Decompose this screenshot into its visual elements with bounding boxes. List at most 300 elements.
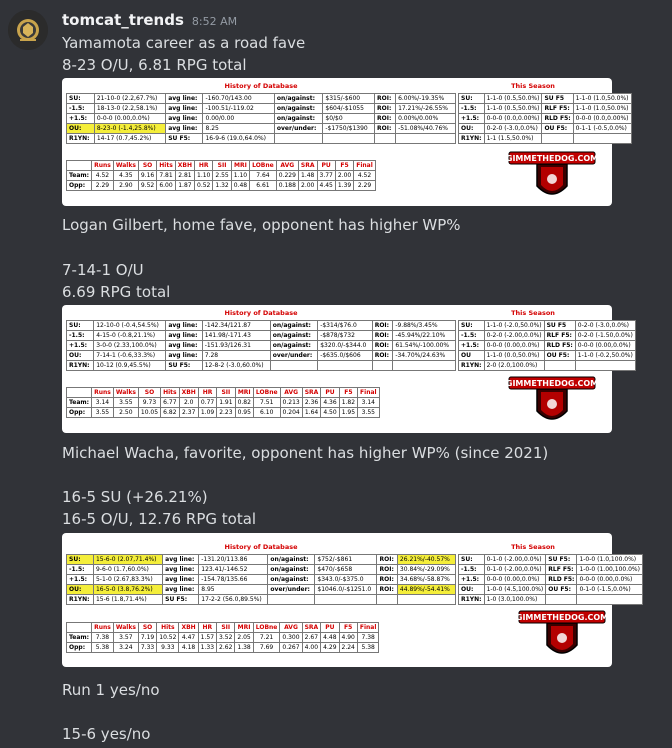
table-cell: 0-0-0 (0.00,0.0%) bbox=[94, 114, 165, 124]
table-cell: 1.38 bbox=[235, 643, 253, 653]
table-cell: 1-0 (3.0,100.0%) bbox=[484, 595, 546, 605]
table-cell: SU F5: bbox=[166, 361, 202, 371]
table-cell: on/against: bbox=[270, 341, 317, 351]
table-cell: 1.10 bbox=[195, 171, 213, 181]
message-line: Michael Wacha, favorite, opponent has higher WP% (since 2021) bbox=[62, 444, 549, 462]
table-cell: 2.00 bbox=[335, 171, 353, 181]
table-cell: F5 bbox=[339, 388, 357, 398]
table-cell: Walks bbox=[113, 161, 138, 171]
table-cell: Walks bbox=[113, 388, 138, 398]
season-row bbox=[459, 351, 636, 361]
table-cell: 4.00 bbox=[302, 643, 321, 653]
table-cell: 10-12 (0.9,45.5%) bbox=[94, 361, 166, 371]
table-cell: 6.82 bbox=[161, 408, 180, 418]
table-cell: 1-1-0 (0.0,50.0%) bbox=[484, 351, 544, 361]
table-cell: SU: bbox=[67, 94, 95, 104]
table-cell: MRI bbox=[231, 161, 249, 171]
box-row bbox=[67, 643, 379, 653]
table-cell: avg line: bbox=[163, 575, 199, 585]
table-cell: 1.09 bbox=[198, 408, 216, 418]
table-cell: 10.52 bbox=[157, 633, 179, 643]
history-row bbox=[67, 351, 456, 361]
table-cell: 1.32 bbox=[213, 181, 231, 191]
table-cell: 6.00 bbox=[157, 181, 176, 191]
table-cell bbox=[372, 361, 393, 371]
table-cell: -1.5: bbox=[67, 104, 95, 114]
table-cell: ROI: bbox=[374, 104, 395, 114]
logo-text: GIMMETHEDOG.COM bbox=[505, 154, 599, 163]
table-cell: 0-2-0 (-3.0,0.0%) bbox=[484, 124, 542, 134]
history-title: History of Database bbox=[224, 543, 298, 551]
box-row bbox=[67, 171, 376, 181]
table-cell: Team: bbox=[67, 171, 92, 181]
table-cell bbox=[544, 361, 575, 371]
season-row bbox=[459, 555, 643, 565]
table-cell: OU bbox=[459, 351, 485, 361]
table-cell: -151.93/126.31 bbox=[202, 341, 270, 351]
season-row bbox=[459, 361, 636, 371]
table-cell: ROI: bbox=[372, 331, 393, 341]
table-cell: F5 bbox=[339, 623, 357, 633]
season-row bbox=[459, 134, 632, 144]
table-cell: 7.28 bbox=[202, 351, 270, 361]
table-cell: -9.88%/3.45% bbox=[393, 321, 456, 331]
history-row bbox=[67, 585, 456, 595]
table-cell: ROI: bbox=[377, 585, 397, 595]
table-cell: 7.81 bbox=[157, 171, 176, 181]
table-cell: $0/$0 bbox=[323, 114, 375, 124]
table-cell: 0-0-0 (0.0,0.00%) bbox=[484, 114, 542, 124]
table-cell: 44.89%/-54.41% bbox=[397, 585, 455, 595]
table-cell: 0-2-0 (-3.0,0.0%) bbox=[575, 321, 635, 331]
table-cell: 1.39 bbox=[335, 181, 353, 191]
table-cell: 141.98/-171.43 bbox=[202, 331, 270, 341]
table-cell: RLD F5: bbox=[544, 341, 575, 351]
table-cell: OU F5: bbox=[542, 124, 573, 134]
table-cell: SII bbox=[217, 388, 235, 398]
table-cell: 0.52 bbox=[195, 181, 213, 191]
username[interactable]: tomcat_trends bbox=[62, 11, 184, 29]
season-title: This Season bbox=[511, 82, 555, 90]
table-cell bbox=[396, 134, 456, 144]
logo-text: GIMMETHEDOG.COM bbox=[505, 379, 599, 388]
table-cell: 15-6 (1.8,71.4%) bbox=[93, 595, 162, 605]
season-row bbox=[459, 94, 632, 104]
table-cell: 61.54%/-100.00% bbox=[393, 341, 456, 351]
table-cell: 4.29 bbox=[321, 643, 339, 653]
table-cell: 0.82 bbox=[235, 398, 253, 408]
history-row bbox=[67, 565, 456, 575]
table-cell: SO bbox=[138, 161, 156, 171]
table-cell: 4.18 bbox=[179, 643, 198, 653]
table-cell: -1.5: bbox=[67, 565, 94, 575]
history-row bbox=[67, 341, 456, 351]
table-cell: 5-1-0 (2.67,83.3%) bbox=[93, 575, 162, 585]
table-cell: 1-1-0 (0.5,50.0%) bbox=[484, 94, 542, 104]
table-cell bbox=[268, 595, 315, 605]
table-cell: 6.77 bbox=[161, 398, 180, 408]
table-cell: -$635.0/$606 bbox=[318, 351, 373, 361]
table-cell: 4.52 bbox=[354, 171, 376, 181]
table-cell: Opp: bbox=[67, 408, 92, 418]
table-cell: on/against: bbox=[268, 565, 315, 575]
table-cell: OU F5: bbox=[544, 351, 575, 361]
table-cell bbox=[573, 134, 631, 144]
season-table bbox=[458, 93, 632, 144]
message-header bbox=[62, 11, 237, 31]
table-cell: 7.51 bbox=[253, 398, 280, 408]
table-cell: 8-23-0 (-1.4,25.8%) bbox=[94, 124, 165, 134]
table-cell: Walks bbox=[113, 623, 138, 633]
table-cell: -$878/$732 bbox=[318, 331, 373, 341]
stats-card-2[interactable] bbox=[62, 305, 633, 433]
table-cell: OU: bbox=[67, 351, 94, 361]
table-cell: R1YN: bbox=[459, 595, 485, 605]
table-cell: Hits bbox=[161, 388, 180, 398]
table-cell bbox=[274, 134, 323, 144]
table-cell: avg line: bbox=[166, 321, 202, 331]
table-cell: avg line: bbox=[166, 94, 203, 104]
table-cell: 0-1-0 (-1.5,0.0%) bbox=[577, 585, 643, 595]
table-cell: $343.0/-$375.0 bbox=[315, 575, 377, 585]
table-cell: 4.48 bbox=[321, 633, 339, 643]
table-cell bbox=[315, 595, 377, 605]
table-cell: $1046.0/-$1251.0 bbox=[315, 585, 377, 595]
table-cell: OU: bbox=[67, 585, 94, 595]
table-cell bbox=[67, 161, 92, 171]
table-cell: 6.61 bbox=[250, 181, 277, 191]
table-cell: Opp: bbox=[67, 643, 92, 653]
table-cell: 0.300 bbox=[280, 633, 302, 643]
table-cell: 1.82 bbox=[339, 398, 357, 408]
table-cell: 9.52 bbox=[138, 181, 156, 191]
table-cell: XBH bbox=[179, 388, 198, 398]
history-row bbox=[67, 575, 456, 585]
box-score-table bbox=[66, 387, 380, 418]
table-cell bbox=[397, 595, 455, 605]
table-cell: 1-1 (1.5,50.0%) bbox=[484, 134, 542, 144]
table-cell: 3.14 bbox=[358, 398, 380, 408]
table-cell: ROI: bbox=[374, 114, 395, 124]
table-cell: SU F5: bbox=[163, 595, 199, 605]
table-cell: 1-1-0 (1.0,50.0%) bbox=[573, 94, 631, 104]
table-cell: 1-0-0 (1.0,100.0%) bbox=[577, 555, 643, 565]
table-cell: 30.84%/-29.09% bbox=[397, 565, 455, 575]
table-cell: RLD F5: bbox=[542, 114, 573, 124]
table-cell: SU: bbox=[459, 555, 485, 565]
table-cell: 1-0-0 (1.00,100.0%) bbox=[577, 565, 643, 575]
message-line: 16-5 O/U, 12.76 RPG total bbox=[62, 510, 257, 528]
table-cell: 2.67 bbox=[302, 633, 321, 643]
history-table bbox=[66, 93, 456, 144]
table-cell: SII bbox=[217, 623, 235, 633]
table-cell: 18-13-0 (2.2,58.1%) bbox=[94, 104, 165, 114]
table-cell: Hits bbox=[157, 161, 176, 171]
table-cell: Team: bbox=[67, 633, 92, 643]
season-title: This Season bbox=[511, 309, 555, 317]
table-cell: 9.33 bbox=[157, 643, 179, 653]
table-cell bbox=[318, 361, 373, 371]
table-cell bbox=[377, 595, 397, 605]
history-row bbox=[67, 114, 456, 124]
table-cell: 7.64 bbox=[250, 171, 277, 181]
gimmethedog-logo bbox=[507, 146, 597, 204]
box-score-table bbox=[66, 160, 376, 191]
table-cell: HR bbox=[198, 388, 216, 398]
table-cell: 1-1-0 (-2.0,50.0%) bbox=[484, 321, 544, 331]
table-cell: 7.33 bbox=[138, 643, 156, 653]
table-cell: 7.38 bbox=[92, 633, 114, 643]
table-cell: 3-0-0 (2.33,100.0%) bbox=[94, 341, 166, 351]
table-cell: 0.00%/0.00% bbox=[396, 114, 456, 124]
table-cell: XBH bbox=[175, 161, 194, 171]
table-cell: $315/-$600 bbox=[323, 94, 375, 104]
season-row bbox=[459, 575, 643, 585]
table-cell: 0.267 bbox=[280, 643, 302, 653]
table-cell bbox=[67, 388, 92, 398]
table-cell: SU: bbox=[67, 321, 94, 331]
table-cell: 7.69 bbox=[253, 643, 280, 653]
table-cell: -$1750/$1390 bbox=[323, 124, 375, 134]
table-cell: ROI: bbox=[374, 124, 395, 134]
table-cell: AVG bbox=[280, 388, 302, 398]
table-cell: Opp: bbox=[67, 181, 92, 191]
table-cell: 2.29 bbox=[354, 181, 376, 191]
season-row bbox=[459, 124, 632, 134]
table-cell: 17-2-2 (56.0,89.5%) bbox=[199, 595, 268, 605]
table-cell: SU F5: bbox=[546, 555, 577, 565]
table-cell: SU: bbox=[459, 321, 485, 331]
history-table bbox=[66, 554, 456, 605]
table-cell: +1.5: bbox=[459, 341, 485, 351]
table-cell: Hits bbox=[157, 623, 179, 633]
table-cell: 1.57 bbox=[198, 633, 216, 643]
stats-card-3[interactable] bbox=[62, 533, 640, 667]
table-cell: Team: bbox=[67, 398, 92, 408]
table-cell: 0.77 bbox=[198, 398, 216, 408]
table-cell: 6.10 bbox=[253, 408, 280, 418]
table-cell: 2.81 bbox=[175, 171, 194, 181]
table-cell: -154.78/135.66 bbox=[199, 575, 268, 585]
table-cell: SRA bbox=[302, 388, 321, 398]
table-cell: -142.34/121.87 bbox=[202, 321, 270, 331]
timestamp[interactable]: 8:52 AM bbox=[191, 15, 238, 28]
table-cell: ROI: bbox=[377, 565, 397, 575]
table-cell: 15-6-0 (2.07,71.4%) bbox=[93, 555, 162, 565]
table-cell: 2.37 bbox=[179, 408, 198, 418]
table-cell: 7.38 bbox=[357, 633, 379, 643]
table-cell: 3.24 bbox=[113, 643, 138, 653]
table-cell: 1.95 bbox=[339, 408, 357, 418]
table-cell bbox=[575, 361, 635, 371]
season-row bbox=[459, 341, 636, 351]
gimmethedog-shield-icon bbox=[507, 371, 597, 429]
message-line: 16-5 SU (+26.21%) bbox=[62, 488, 208, 506]
season-row bbox=[459, 114, 632, 124]
table-cell: 2.23 bbox=[217, 408, 235, 418]
table-cell: -51.08%/40.76% bbox=[396, 124, 456, 134]
table-cell: avg line: bbox=[166, 124, 203, 134]
table-cell: SII bbox=[213, 161, 231, 171]
table-cell: 0-0-0 (0.00,0.0%) bbox=[484, 341, 544, 351]
table-cell: 3.55 bbox=[113, 398, 138, 408]
table-cell: XBH bbox=[179, 623, 198, 633]
table-cell: 3.77 bbox=[317, 171, 335, 181]
table-cell: 4.45 bbox=[317, 181, 335, 191]
history-row bbox=[67, 134, 456, 144]
table-cell: 12-10-0 (-0.4,54.5%) bbox=[94, 321, 166, 331]
season-row bbox=[459, 565, 643, 575]
stats-card-1[interactable] bbox=[62, 78, 629, 206]
table-cell: SO bbox=[138, 388, 160, 398]
table-cell bbox=[323, 134, 375, 144]
table-cell: OU F5: bbox=[546, 585, 577, 595]
table-cell: -45.94%/22.10% bbox=[393, 331, 456, 341]
table-cell: -34.70%/24.63% bbox=[393, 351, 456, 361]
table-cell: 2.62 bbox=[217, 643, 235, 653]
table-cell: 4.52 bbox=[92, 171, 114, 181]
history-row bbox=[67, 94, 456, 104]
table-cell: avg line: bbox=[163, 555, 199, 565]
table-cell: avg line: bbox=[166, 114, 203, 124]
table-cell: on/against: bbox=[274, 114, 323, 124]
table-cell: Runs bbox=[92, 388, 114, 398]
table-cell: 0-1-1 (-0.5,0.0%) bbox=[573, 124, 631, 134]
table-cell bbox=[577, 595, 643, 605]
table-cell: RLF F5: bbox=[542, 104, 573, 114]
table-cell: 0.00/0.00 bbox=[203, 114, 274, 124]
history-title: History of Database bbox=[224, 309, 298, 317]
table-cell: -1.5: bbox=[459, 565, 485, 575]
table-cell: 0-1-0 (-2.00,0.0%) bbox=[484, 555, 546, 565]
table-cell: 2.90 bbox=[113, 181, 138, 191]
table-cell: MRI bbox=[235, 388, 253, 398]
table-cell: PU bbox=[321, 623, 339, 633]
box-header-row bbox=[67, 388, 380, 398]
table-cell: R1YN: bbox=[459, 361, 485, 371]
table-cell: -1.5: bbox=[67, 331, 94, 341]
table-cell: on/against: bbox=[274, 94, 323, 104]
history-row bbox=[67, 331, 456, 341]
table-cell: Final bbox=[358, 388, 380, 398]
tomcat-logo-icon bbox=[8, 10, 48, 50]
season-row bbox=[459, 331, 636, 341]
table-cell: 4.90 bbox=[339, 633, 357, 643]
table-cell: 9.73 bbox=[138, 398, 160, 408]
table-cell: PU bbox=[321, 388, 339, 398]
table-cell: 1.10 bbox=[231, 171, 249, 181]
table-cell: 0.204 bbox=[280, 408, 302, 418]
table-cell: 1.48 bbox=[298, 171, 317, 181]
table-cell: 9.16 bbox=[138, 171, 156, 181]
message-line: 8-23 O/U, 6.81 RPG total bbox=[62, 56, 247, 74]
table-cell: over/under: bbox=[270, 351, 317, 361]
table-cell: 0-0-0 (0.00,0.0%) bbox=[484, 575, 546, 585]
table-cell: ROI: bbox=[374, 94, 395, 104]
table-cell: OU: bbox=[459, 585, 485, 595]
table-cell: ROI: bbox=[372, 341, 393, 351]
table-cell: avg line: bbox=[166, 351, 202, 361]
table-cell: F5 bbox=[335, 161, 353, 171]
table-cell: 4.36 bbox=[321, 398, 339, 408]
history-row bbox=[67, 555, 456, 565]
message-line: 6.69 RPG total bbox=[62, 283, 171, 301]
table-cell: OU: bbox=[459, 124, 485, 134]
history-row bbox=[67, 321, 456, 331]
table-cell: -1.5: bbox=[459, 104, 485, 114]
table-cell: 5.38 bbox=[92, 643, 114, 653]
table-cell: avg line: bbox=[163, 585, 199, 595]
table-cell bbox=[374, 134, 395, 144]
table-cell: 2.36 bbox=[302, 398, 321, 408]
table-cell: SRA bbox=[298, 161, 317, 171]
table-cell: 6.00%/-19.35% bbox=[396, 94, 456, 104]
message-line: 15-6 yes/no bbox=[62, 725, 151, 743]
message-line: Run 1 yes/no bbox=[62, 681, 160, 699]
message-line: Logan Gilbert, home fave, opponent has higher WP% bbox=[62, 216, 461, 234]
box-header-row bbox=[67, 623, 379, 633]
table-cell: Runs bbox=[92, 623, 114, 633]
table-cell: 7-14-1 (-0.6,33.3%) bbox=[94, 351, 166, 361]
table-cell: LOBne bbox=[253, 388, 280, 398]
table-cell bbox=[270, 361, 317, 371]
logo-text: GIMMETHEDOG.COM bbox=[515, 613, 609, 622]
table-cell: 34.68%/-58.87% bbox=[397, 575, 455, 585]
table-cell: avg line: bbox=[163, 565, 199, 575]
table-cell: 0.229 bbox=[276, 171, 298, 181]
table-cell: 4.47 bbox=[179, 633, 198, 643]
table-cell: 0-0-0 (0.0,0.00%) bbox=[573, 114, 631, 124]
table-cell: SU F5: bbox=[166, 134, 203, 144]
table-cell: 1-0-0 (4.5,100.0%) bbox=[484, 585, 546, 595]
table-cell: ROI: bbox=[372, 351, 393, 361]
table-cell: -100.51/-119.02 bbox=[203, 104, 274, 114]
box-row bbox=[67, 181, 376, 191]
history-row bbox=[67, 124, 456, 134]
table-cell: 1-1-0 (0.5,50.0%) bbox=[484, 104, 542, 114]
table-cell: SU: bbox=[67, 555, 94, 565]
history-title: History of Database bbox=[224, 82, 298, 90]
table-cell: 2.50 bbox=[113, 408, 138, 418]
table-cell: R1YN: bbox=[67, 361, 94, 371]
table-cell: 4.35 bbox=[113, 171, 138, 181]
box-row bbox=[67, 398, 380, 408]
season-title: This Season bbox=[511, 543, 555, 551]
season-row bbox=[459, 321, 636, 331]
table-cell: 0-2-0 (-2.00,0.0%) bbox=[484, 331, 544, 341]
table-cell bbox=[393, 361, 456, 371]
table-cell: 26.21%/-40.57% bbox=[397, 555, 455, 565]
table-cell: -160.70/143.00 bbox=[203, 94, 274, 104]
table-cell: RLF F5: bbox=[546, 565, 577, 575]
table-cell: RLD F5: bbox=[546, 575, 577, 585]
table-cell: over/under: bbox=[274, 124, 323, 134]
box-score-table bbox=[66, 622, 379, 653]
table-cell: OU: bbox=[67, 124, 95, 134]
table-cell: AVG bbox=[276, 161, 298, 171]
table-cell bbox=[67, 623, 92, 633]
gimmethedog-logo bbox=[507, 371, 597, 429]
user-avatar[interactable] bbox=[8, 10, 48, 50]
table-cell: ROI: bbox=[377, 555, 397, 565]
table-cell: +1.5: bbox=[67, 114, 95, 124]
table-cell: R1YN: bbox=[67, 134, 95, 144]
table-cell: Runs bbox=[92, 161, 114, 171]
table-cell: 0.48 bbox=[231, 181, 249, 191]
table-cell: HR bbox=[198, 623, 216, 633]
history-table bbox=[66, 320, 456, 371]
table-cell: avg line: bbox=[166, 341, 202, 351]
